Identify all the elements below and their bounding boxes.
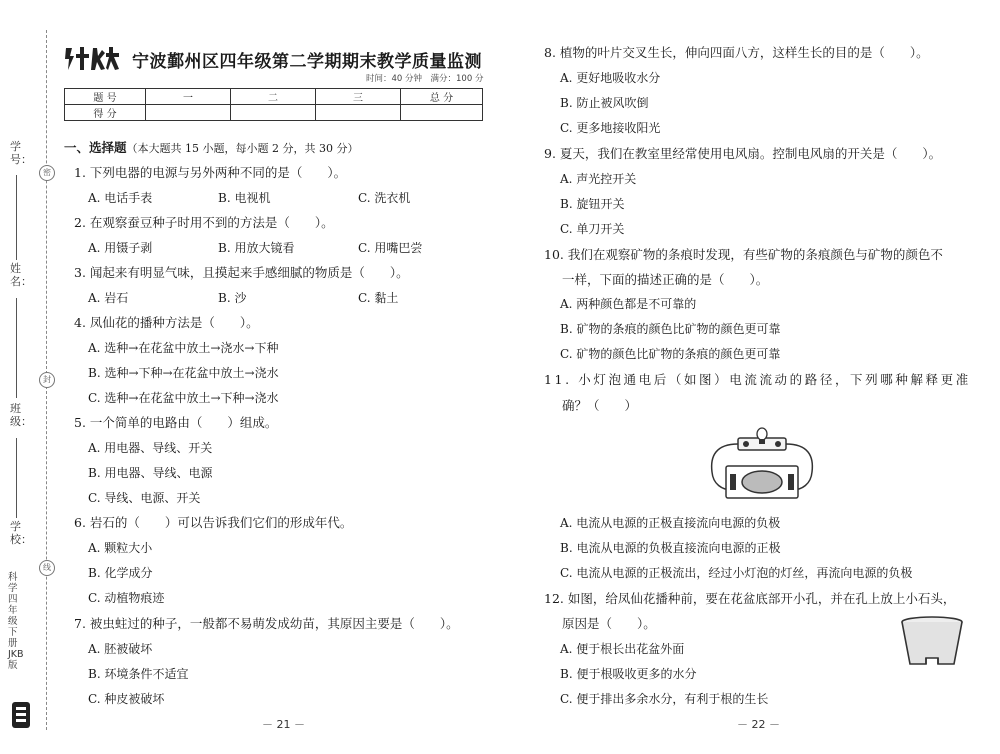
question-10-option-b[interactable]: B. 矿物的条痕的颜色比矿物的颜色更可靠 xyxy=(560,322,781,336)
exam-meta: 时间：40 分钟 满分：100 分 xyxy=(366,74,484,84)
seal-mark-xian: 线 xyxy=(39,560,55,576)
question-1-stem: 1. 下列电器的电源与另外两种不同的是（ ）。 xyxy=(74,165,347,180)
question-12-stem-line-1: 12. 如图，给凤仙花播种前，要在花盆底部开小孔，并在孔上放上小石头， xyxy=(544,591,956,606)
question-4-option-b[interactable]: B. 选种→下种→在花盆中放土→浇水 xyxy=(88,366,279,380)
question-5-option-c[interactable]: C. 导线、电源、开关 xyxy=(88,491,201,505)
question-11-stem-line-2: 确？（ ） xyxy=(562,398,638,413)
seal-mark-feng: 封 xyxy=(39,372,55,388)
question-3-option-b[interactable]: B. 沙 xyxy=(218,291,247,305)
class-label: 班级： xyxy=(10,402,32,428)
score-cell[interactable] xyxy=(401,105,483,121)
question-5-option-b[interactable]: B. 用电器、导线、电源 xyxy=(88,466,213,480)
score-cell[interactable] xyxy=(231,105,316,121)
student-id-line xyxy=(16,175,17,260)
question-3-stem: 3. 闻起来有明显气味，且摸起来手感细腻的物质是（ ）。 xyxy=(74,265,409,280)
question-8-option-c[interactable]: C. 更多地接收阳光 xyxy=(560,121,661,135)
question-3-option-c[interactable]: C. 黏土 xyxy=(358,291,399,305)
question-7-option-a[interactable]: A. 胚被破坏 xyxy=(88,642,153,656)
question-6-option-b[interactable]: B. 化学成分 xyxy=(88,566,153,580)
question-11-stem-line-1: 11. 小灯泡通电后（如图）电流流动的路径，下列哪种解释更准 xyxy=(544,372,971,387)
question-8-stem: 8. 植物的叶片交叉生长，伸向四面八方，这样生长的目的是（ ）。 xyxy=(544,45,929,60)
score-header-cell: 题 号 xyxy=(65,89,146,105)
header-decoration-icon xyxy=(62,44,122,72)
question-10-option-c[interactable]: C. 矿物的颜色比矿物的条痕的颜色更可靠 xyxy=(560,347,781,361)
question-7-stem: 7. 被虫蛀过的种子，一般都不易萌发成幼苗，其原因主要是（ ）。 xyxy=(74,616,459,631)
binding-margin xyxy=(0,0,70,754)
question-6-option-a[interactable]: A. 颗粒大小 xyxy=(88,541,153,555)
question-9-option-a[interactable]: A. 声光控开关 xyxy=(560,172,637,186)
name-label: 姓名： xyxy=(10,262,32,288)
question-1-option-a[interactable]: A. 电话手表 xyxy=(88,191,153,205)
score-header-cell: 二 xyxy=(231,89,316,105)
question-8-option-a[interactable]: A. 更好地吸收水分 xyxy=(560,71,661,85)
section-note: （本大题共 15 小题，每小题 2 分，共 30 分） xyxy=(126,142,359,155)
question-11-option-a[interactable]: A. 电流从电源的正极直接流向电源的负极 xyxy=(560,516,781,530)
question-12-option-b[interactable]: B. 便于根吸收更多的水分 xyxy=(560,667,697,681)
seal-mark-mi: 密 xyxy=(39,165,55,181)
circuit-diagram-figure xyxy=(708,424,816,504)
question-7-option-c[interactable]: C. 种皮被破坏 xyxy=(88,692,165,706)
question-5-stem: 5. 一个简单的电路由（ ）组成。 xyxy=(74,415,278,430)
question-2-option-a[interactable]: A. 用镊子剥 xyxy=(88,241,153,255)
publisher-logo-icon xyxy=(10,700,32,730)
page-number-right: － 22 － xyxy=(737,718,780,731)
page-number-left: － 21 － xyxy=(262,718,305,731)
school-label: 学校： xyxy=(10,520,32,546)
question-1-option-c[interactable]: C. 洗衣机 xyxy=(358,191,411,205)
question-7-option-b[interactable]: B. 环境条件不适宜 xyxy=(88,667,189,681)
question-2-option-b[interactable]: B. 用放大镜看 xyxy=(218,241,295,255)
book-label: 科学 四年级 下册 JKB版 xyxy=(8,572,24,671)
score-table-header-row xyxy=(65,89,483,105)
flowerpot-figure xyxy=(898,614,966,670)
question-10-stem-line-1: 10. 我们在观察矿物的条痕时发现，有些矿物的条痕颜色与矿物的颜色不 xyxy=(544,247,943,262)
question-11-option-b[interactable]: B. 电流从电源的负极直接流向电源的正极 xyxy=(560,541,781,555)
exam-title: 宁波鄞州区四年级第二学期期末教学质量监测 xyxy=(132,52,482,72)
question-2-stem: 2. 在观察蚕豆种子时用不到的方法是（ ）。 xyxy=(74,215,334,230)
student-id-label: 学号： xyxy=(10,140,32,166)
question-1-option-b[interactable]: B. 电视机 xyxy=(218,191,271,205)
question-6-stem: 6. 岩石的（ ）可以告诉我们它们的形成年代。 xyxy=(74,515,353,530)
question-4-option-c[interactable]: C. 选种→在花盆中放土→下种→浇水 xyxy=(88,391,279,405)
question-4-stem: 4. 凤仙花的播种方法是（ ）。 xyxy=(74,315,259,330)
question-9-stem: 9. 夏天，我们在教室里经常使用电风扇。控制电风扇的开关是（ ）。 xyxy=(544,146,942,161)
question-10-option-a[interactable]: A. 两种颜色都是不可靠的 xyxy=(560,297,697,311)
question-5-option-a[interactable]: A. 用电器、导线、开关 xyxy=(88,441,213,455)
score-cell[interactable] xyxy=(146,105,231,121)
score-table-score-row xyxy=(65,105,483,121)
section-heading xyxy=(64,138,359,156)
score-cell[interactable] xyxy=(316,105,401,121)
question-12-option-c[interactable]: C. 便于排出多余水分，有利于根的生长 xyxy=(560,692,769,706)
score-row-label: 得 分 xyxy=(65,105,146,121)
score-header-cell: 一 xyxy=(146,89,231,105)
question-8-option-b[interactable]: B. 防止被风吹倒 xyxy=(560,96,649,110)
question-12-stem-line-2: 原因是（ ）。 xyxy=(562,616,656,631)
question-6-option-c[interactable]: C. 动植物痕迹 xyxy=(88,591,165,605)
question-9-option-c[interactable]: C. 单刀开关 xyxy=(560,222,625,236)
question-10-stem-line-2: 一样，下面的描述正确的是（ ）。 xyxy=(562,272,769,287)
question-9-option-b[interactable]: B. 旋钮开关 xyxy=(560,197,625,211)
score-table xyxy=(64,88,483,121)
section-title: 一、选择题 xyxy=(64,140,127,155)
score-header-cell: 总 分 xyxy=(401,89,483,105)
question-3-option-a[interactable]: A. 岩石 xyxy=(88,291,129,305)
question-12-option-a[interactable]: A. 便于根长出花盆外面 xyxy=(560,642,685,656)
score-header-cell: 三 xyxy=(316,89,401,105)
question-2-option-c[interactable]: C. 用嘴巴尝 xyxy=(358,241,423,255)
question-4-option-a[interactable]: A. 选种→在花盆中放土→浇水→下种 xyxy=(88,341,279,355)
name-line xyxy=(16,298,17,398)
class-line xyxy=(16,438,17,518)
question-11-option-c[interactable]: C. 电流从电源的正极流出，经过小灯泡的灯丝，再流向电源的负极 xyxy=(560,566,913,580)
